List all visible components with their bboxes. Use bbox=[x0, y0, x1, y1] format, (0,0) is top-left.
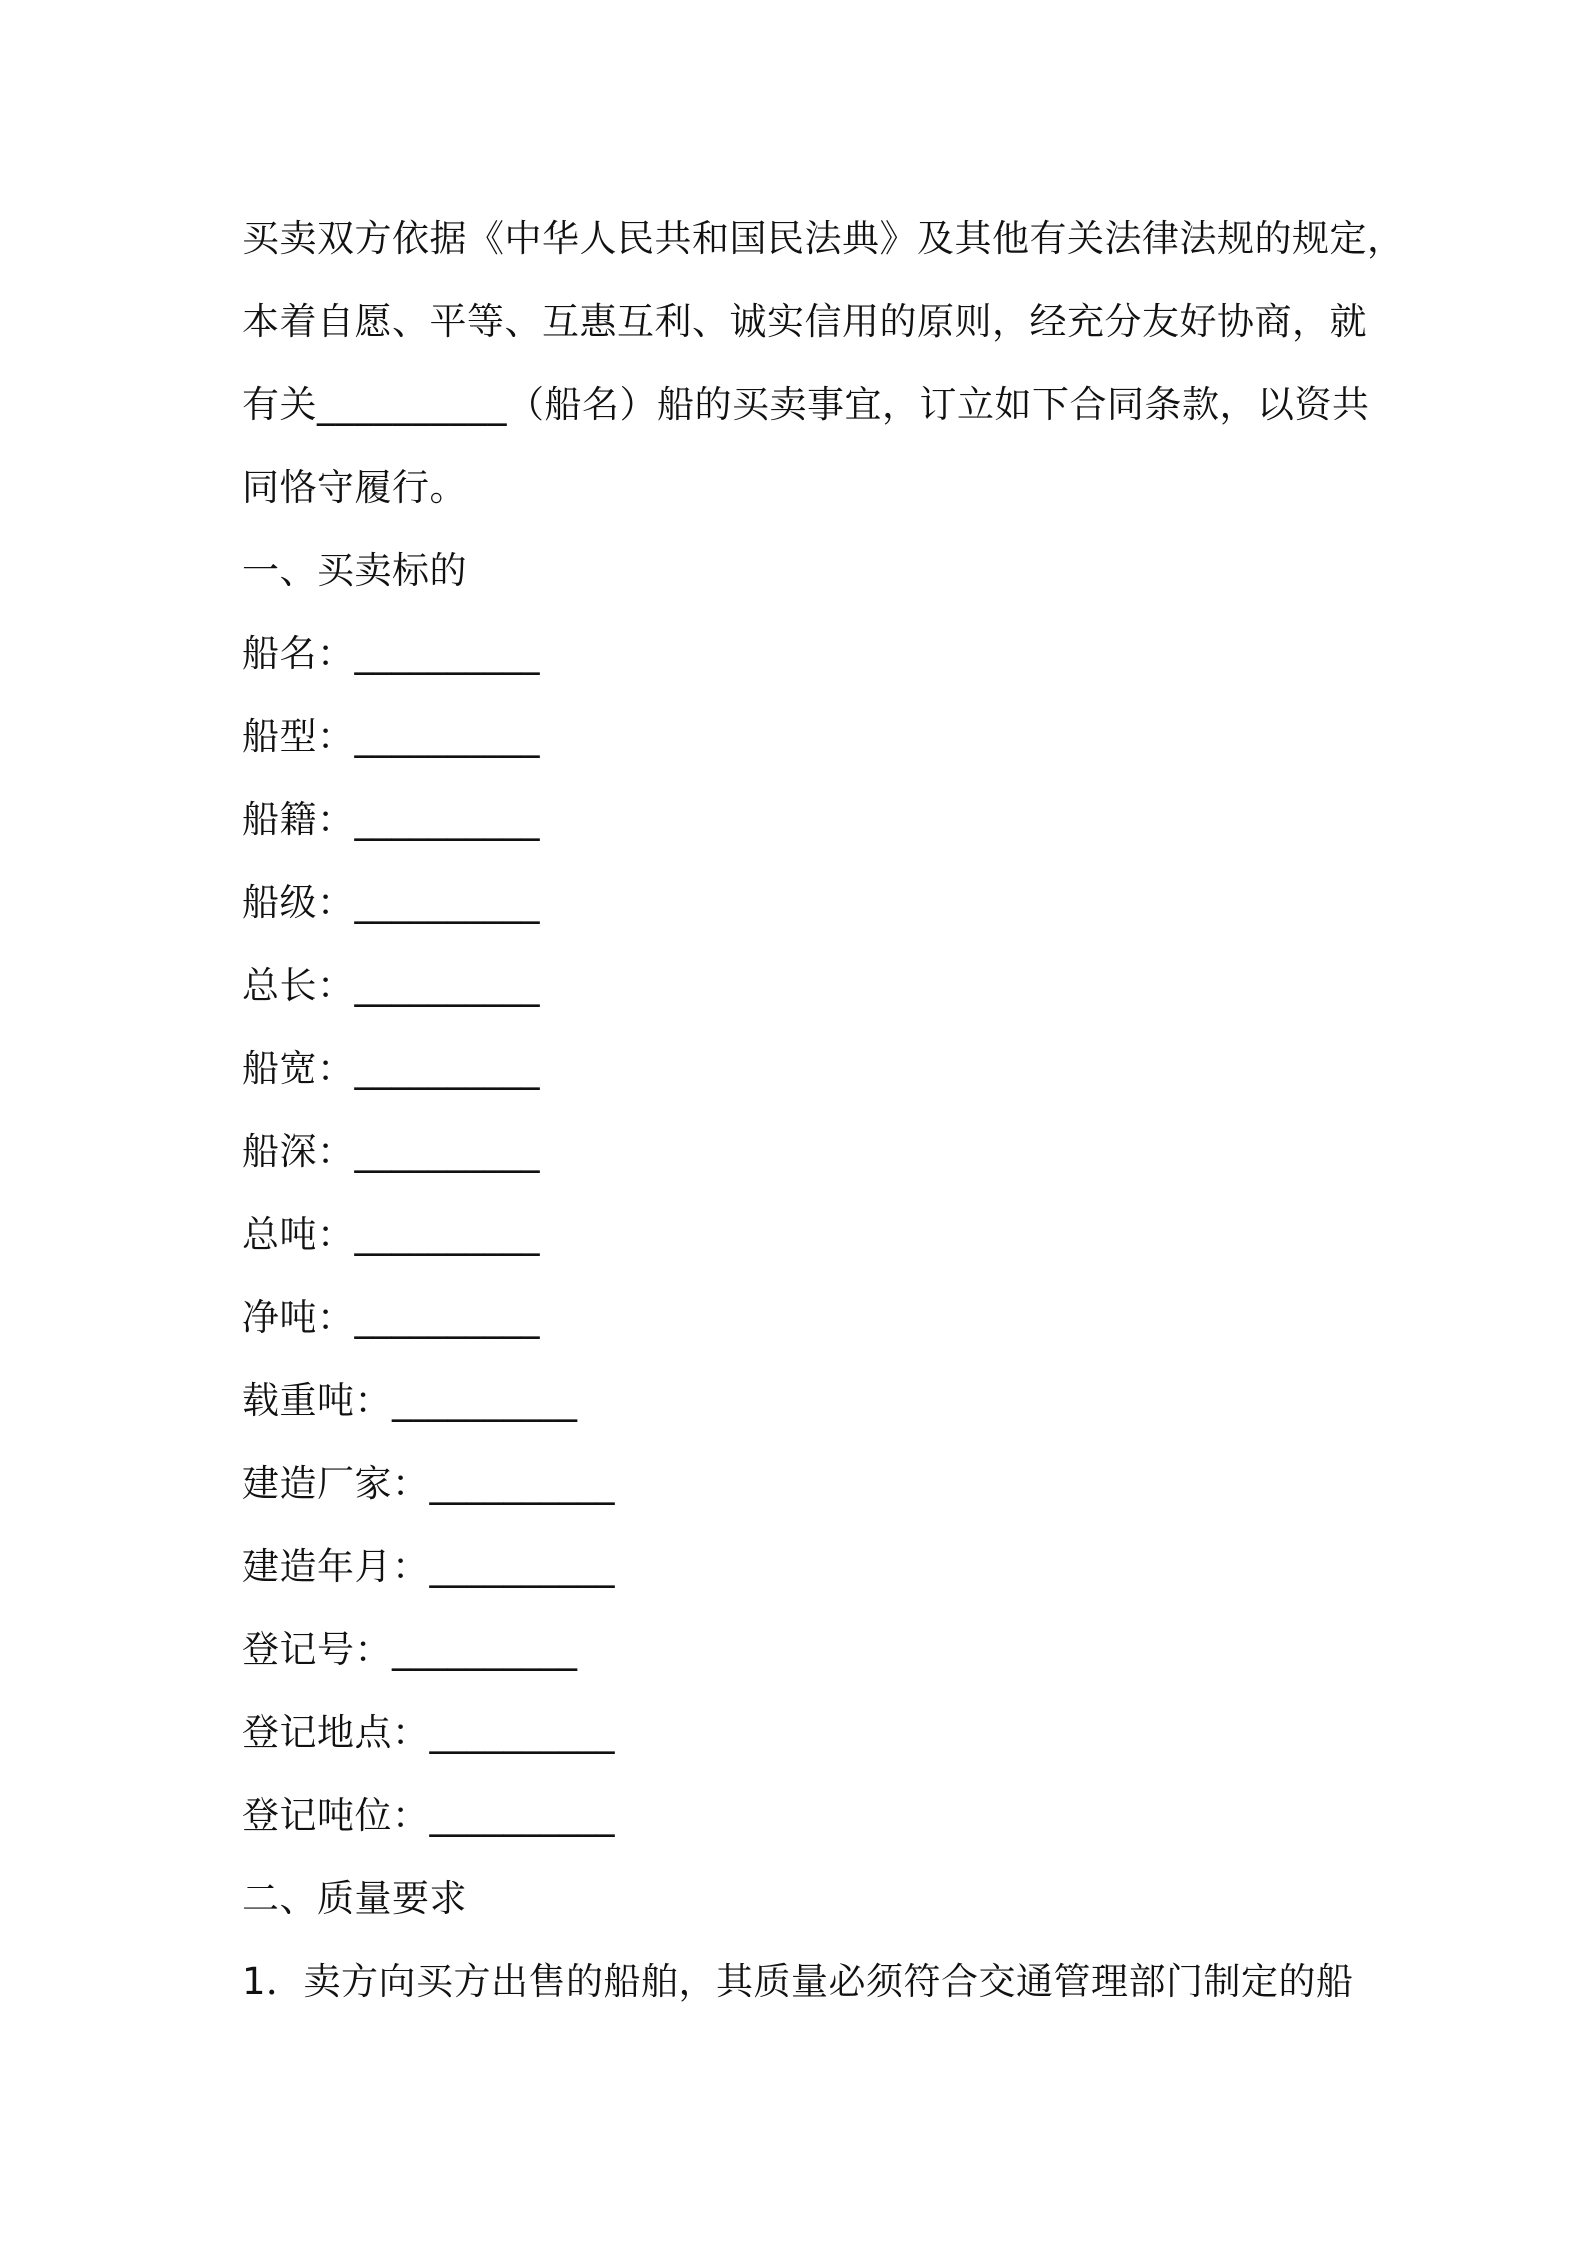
field-registration-number bbox=[242, 1608, 1362, 1691]
field-blank: __________ bbox=[429, 1794, 615, 1837]
field-blank: __________ bbox=[354, 964, 540, 1007]
field-label: 登记地点： bbox=[242, 1711, 430, 1754]
field-label: 船深： bbox=[242, 1130, 355, 1173]
field-blank: __________ bbox=[354, 1130, 540, 1173]
field-ship-name bbox=[242, 612, 1362, 695]
field-deadweight bbox=[242, 1359, 1362, 1442]
field-gross-tonnage bbox=[242, 1193, 1362, 1276]
field-blank: __________ bbox=[429, 1462, 615, 1505]
field-label: 总长： bbox=[242, 964, 355, 1007]
intro-line-4: 同恪守履行。 bbox=[242, 466, 467, 509]
field-nationality bbox=[242, 778, 1362, 861]
quality-item-1: 1．卖方向买方出售的船舶，其质量必须符合交通管理部门制定的船 bbox=[242, 1960, 1354, 2003]
field-registration-place bbox=[242, 1691, 1362, 1774]
field-blank: __________ bbox=[354, 1296, 540, 1339]
field-label: 登记号： bbox=[242, 1628, 392, 1671]
field-blank: __________ bbox=[429, 1545, 615, 1588]
field-label: 船级： bbox=[242, 881, 355, 924]
intro-line-1: 买卖双方依据《中华人民共和国民法典》及其他有关法律法规的规定， bbox=[242, 217, 1405, 260]
field-net-tonnage bbox=[242, 1276, 1362, 1359]
field-breadth bbox=[242, 1027, 1362, 1110]
field-label: 建造厂家： bbox=[242, 1462, 430, 1505]
field-blank: __________ bbox=[354, 1213, 540, 1256]
field-builder bbox=[242, 1442, 1362, 1525]
field-label: 登记吨位： bbox=[242, 1794, 430, 1837]
field-class bbox=[242, 861, 1362, 944]
field-blank: __________ bbox=[392, 1379, 577, 1422]
field-label: 船型： bbox=[242, 715, 355, 758]
field-length bbox=[242, 944, 1362, 1027]
section-heading-quality: 二、质量要求 bbox=[242, 1877, 467, 1920]
field-build-date bbox=[242, 1525, 1362, 1608]
field-depth bbox=[242, 1110, 1362, 1193]
field-blank: __________ bbox=[354, 798, 540, 841]
field-blank: __________ bbox=[429, 1711, 615, 1754]
intro-line-3: 有关__________（船名）船的买卖事宜，订立如下合同条款，以资共 bbox=[242, 383, 1370, 426]
field-blank: __________ bbox=[354, 881, 540, 924]
field-blank: __________ bbox=[392, 1628, 577, 1671]
field-ship-type bbox=[242, 695, 1362, 778]
field-label: 载重吨： bbox=[242, 1379, 392, 1422]
field-registration-tonnage bbox=[242, 1774, 1362, 1857]
intro-line-2: 本着自愿、平等、互惠互利、诚实信用的原则，经充分友好协商，就 bbox=[242, 300, 1367, 343]
field-blank: __________ bbox=[354, 1047, 540, 1090]
field-blank: __________ bbox=[354, 715, 540, 758]
field-label: 净吨： bbox=[242, 1296, 355, 1339]
document-body bbox=[242, 197, 1405, 2023]
field-label: 船宽： bbox=[242, 1047, 355, 1090]
field-blank: __________ bbox=[354, 632, 540, 675]
field-label: 船籍： bbox=[242, 798, 355, 841]
field-label: 建造年月： bbox=[242, 1545, 430, 1588]
field-label: 总吨： bbox=[242, 1213, 355, 1256]
field-label: 船名： bbox=[242, 632, 355, 675]
section-heading-subject: 一、买卖标的 bbox=[242, 549, 467, 592]
